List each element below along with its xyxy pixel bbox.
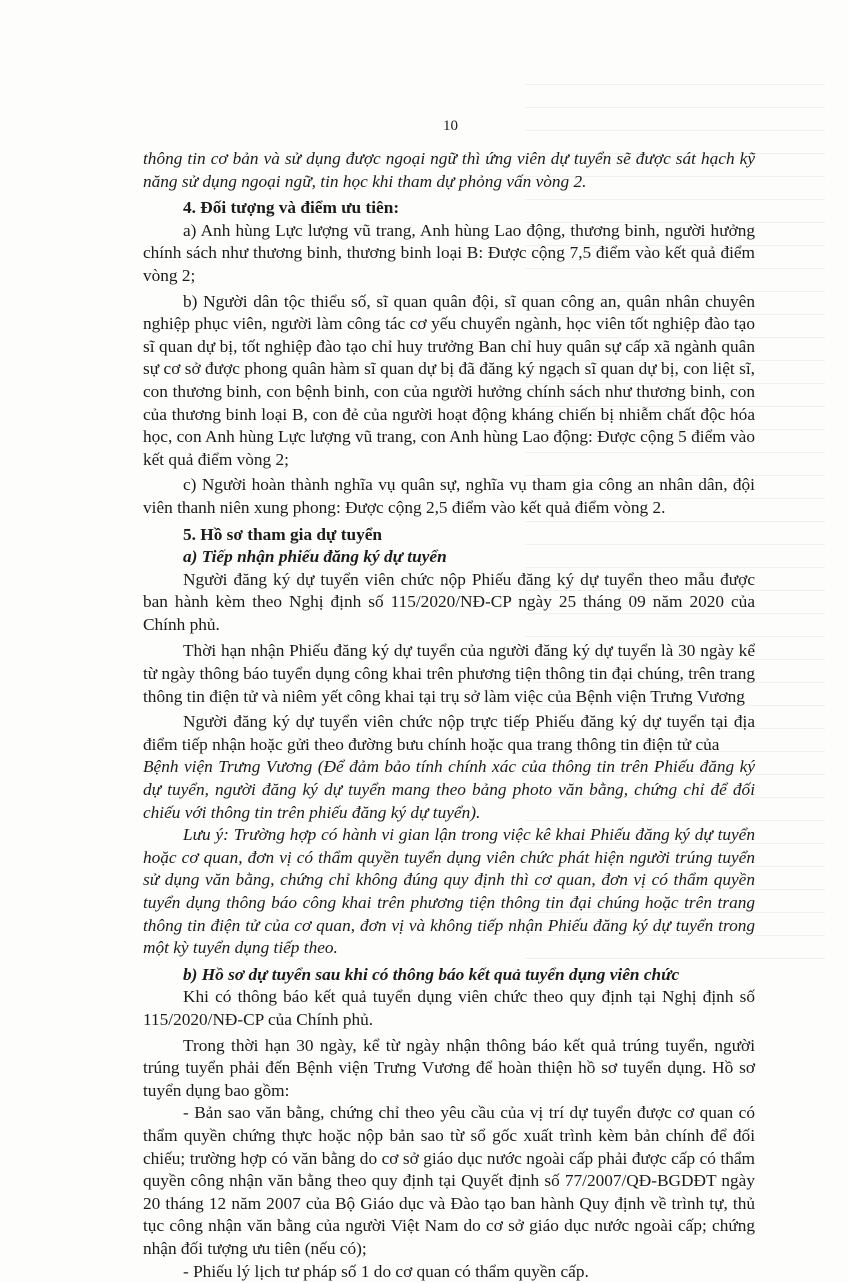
paragraph: Thời hạn nhận Phiếu đăng ký dự tuyển của người đăng ký dự tuyển là 30 ngày kể từ ngày thông báo tuyển dụng công khai trên phương tiện thông tin đại chúng, trên trang thông tin điện tử và niêm yết công khai tại trụ sở làm việc của Bệnh viện Trưng Vương: [143, 640, 755, 708]
subsection-heading: b) Hồ sơ dự tuyển sau khi có thông báo kết quả tuyển dụng viên chức: [143, 964, 755, 987]
paragraph: Khi có thông báo kết quả tuyển dụng viên chức theo quy định tại Nghị định số 115/2020/NĐ-CP của Chính phủ.: [143, 986, 755, 1031]
paragraph: Bệnh viện Trưng Vương (Để đảm bảo tính chính xác của thông tin trên Phiếu đăng ký dự tuyển, người đăng ký dự tuyển mang theo bảng photo văn bằng, chứng chỉ để đối chiếu với thông tin trên phiếu đăng ký dự tuyển).: [143, 756, 755, 824]
paragraph: a) Anh hùng Lực lượng vũ trang, Anh hùng Lao động, thương binh, người hưởng chính sách như thương binh, thương binh loại B: Được cộng 7,5 điểm vào kết quả điểm vòng 2;: [143, 220, 755, 288]
body-text: [143, 148, 755, 1283]
subsection-heading: a) Tiếp nhận phiếu đăng ký dự tuyển: [143, 546, 755, 569]
paragraph: Trong thời hạn 30 ngày, kể từ ngày nhận thông báo kết quả trúng tuyển, người trúng tuyển phải đến Bệnh viện Trưng Vương để hoàn thiện hồ sơ tuyển dụng. Hồ sơ tuyển dụng bao gồm:: [143, 1035, 755, 1103]
page-number: 10: [443, 118, 458, 135]
paragraph: Người đăng ký dự tuyển viên chức nộp trực tiếp Phiếu đăng ký dự tuyển tại địa điểm tiếp nhận hoặc gửi theo đường bưu chính hoặc qua trang thông tin điện tử của: [143, 711, 755, 756]
paragraph: thông tin cơ bản và sử dụng được ngoại ngữ thì ứng viên dự tuyển sẽ được sát hạch kỹ năng sử dụng ngoại ngữ, tin học khi tham dự phỏng vấn vòng 2.: [143, 148, 755, 193]
section-heading: 5. Hồ sơ tham gia dự tuyển: [143, 524, 755, 547]
paragraph: - Bản sao văn bằng, chứng chỉ theo yêu cầu của vị trí dự tuyển được cơ quan có thẩm quyền chứng thực hoặc nộp bản sao từ sổ gốc xuất trình kèm bản chính để đối chiếu; trường hợp có văn bằng do cơ sở giáo dục nước ngoài cấp phải được cấp có thẩm quyền công nhận văn bằng theo quy định tại Quyết định số 77/2007/QĐ-BGDĐT ngày 20 tháng 12 năm 2007 của Bộ Giáo dục và Đào tạo ban hành Quy định về trình tự, thủ tục công nhận văn bằng của người Việt Nam do cơ sở giáo dục nước ngoài cấp; chứng nhận đối tượng ưu tiên (nếu có);: [143, 1102, 755, 1260]
paragraph: c) Người hoàn thành nghĩa vụ quân sự, nghĩa vụ tham gia công an nhân dân, đội viên thanh niên xung phong: Được cộng 2,5 điểm vào kết quả điểm vòng 2.: [143, 474, 755, 519]
paragraph: Người đăng ký dự tuyển viên chức nộp Phiếu đăng ký dự tuyển theo mẫu được ban hành kèm theo Nghị định số 115/2020/NĐ-CP ngày 25 tháng 09 năm 2020 của Chính phủ.: [143, 569, 755, 637]
paragraph: - Phiếu lý lịch tư pháp số 1 do cơ quan có thẩm quyền cấp.: [143, 1261, 755, 1283]
paragraph: b) Người dân tộc thiểu số, sĩ quan quân đội, sĩ quan công an, quân nhân chuyên nghiệp phục viên, người làm công tác cơ yếu chuyển ngành, học viên tốt nghiệp đào tạo sĩ quan dự bị, tốt nghiệp đào tạo chỉ huy trưởng Ban chỉ huy quân sự cấp xã ngành quân sự cơ sở được phong quân hàm sĩ quan dự bị đã đăng ký ngạch sĩ quan dự bị, con liệt sĩ, con thương binh, con bệnh binh, con của người hưởng chính sách như thương binh, con của thương binh loại B, con đẻ của người hoạt động kháng chiến bị nhiễm chất độc hóa học, con Anh hùng Lực lượng vũ trang, con Anh hùng Lao động: Được cộng 5 điểm vào kết quả điểm vòng 2;: [143, 291, 755, 472]
section-heading: 4. Đối tượng và điểm ưu tiên:: [143, 197, 755, 220]
note-paragraph: Lưu ý: Trường hợp có hành vi gian lận trong việc kê khai Phiếu đăng ký dự tuyển hoặc cơ quan, đơn vị có thẩm quyền tuyển dụng viên chức phát hiện người trúng tuyển sử dụng văn bằng, chứng chỉ không đúng quy định thì cơ quan, đơn vị có thẩm quyền tuyển dụng thông báo công khai trên phương tiện thông tin đại chúng hoặc trên trang thông tin điện tử của cơ quan, đơn vị và không tiếp nhận Phiếu đăng ký dự tuyển trong một kỳ tuyển dụng tiếp theo.: [143, 824, 755, 960]
